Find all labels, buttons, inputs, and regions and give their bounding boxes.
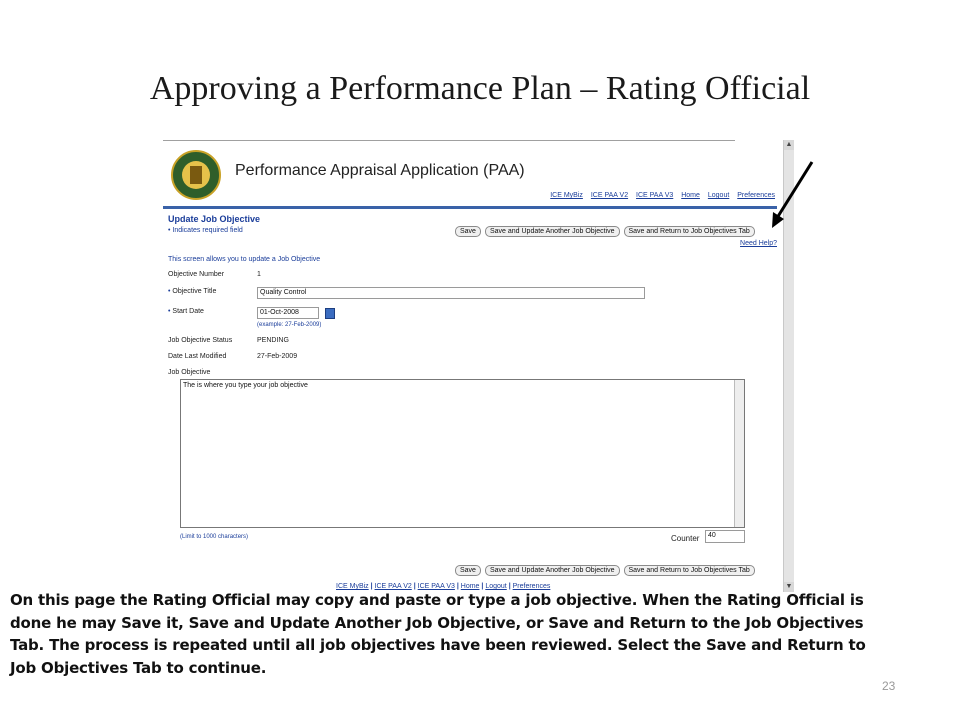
link-home[interactable]: Home	[681, 192, 700, 199]
date-example: (example: 27-Feb-2009)	[257, 322, 322, 328]
link-ice-mybiz-bottom[interactable]: ICE MyBiz	[336, 583, 369, 590]
need-help-link[interactable]: Need Help?	[740, 240, 777, 247]
status-label: Job Objective Status	[168, 337, 233, 344]
save-return-button[interactable]: Save and Return to Job Objectives Tab	[624, 226, 755, 237]
last-modified-label: Date Last Modified	[168, 353, 227, 360]
required-marker: •	[168, 288, 171, 295]
section-title: Update Job Objective	[168, 214, 261, 224]
page-number: 23	[882, 679, 896, 693]
link-ice-paa-v3[interactable]: ICE PAA V3	[636, 192, 674, 199]
job-objective-text: The is where you type your job objective	[183, 382, 308, 389]
link-logout[interactable]: Logout	[707, 192, 730, 199]
slide-caption: On this page the Rating Official may copy and paste or type a job objective. When the Rating Official is done he may Save it, Save and Update Another Job Objective, or Save and Return to the Job Objectives Tab. The process is repeated until all job objectives have been reviewed. Select the Save and Return to Job Objectives Tab to continue.	[10, 591, 866, 677]
required-note: • Indicates required field	[168, 227, 243, 234]
save-button[interactable]: Save	[455, 226, 481, 237]
link-ice-paa-v3-bottom[interactable]: ICE PAA V3	[417, 583, 455, 590]
save-button-bottom[interactable]: Save	[455, 565, 481, 576]
link-logout-bottom[interactable]: Logout	[485, 583, 507, 590]
link-preferences-bottom[interactable]: Preferences	[512, 583, 551, 590]
link-ice-mybiz[interactable]: ICE MyBiz	[550, 192, 583, 199]
bottom-nav-links: ICE MyBiz | ICE PAA V2 | ICE PAA V3 | Home | Logout | Preferences	[336, 583, 551, 590]
objective-title-input[interactable]: Quality Control	[257, 287, 645, 299]
save-update-another-button[interactable]: Save and Update Another Job Objective	[485, 226, 620, 237]
counter-label: Counter	[671, 534, 700, 543]
last-modified-value: 27-Feb-2009	[257, 353, 298, 360]
start-date-input[interactable]: 01-Oct-2008	[257, 307, 319, 319]
app-title: Performance Appraisal Application (PAA)	[235, 162, 525, 179]
link-home-bottom[interactable]: Home	[460, 583, 480, 590]
job-objective-label: Job Objective	[168, 369, 211, 376]
limit-note: (Limit to 1000 characters)	[180, 534, 249, 540]
slide-title: Approving a Performance Plan – Rating Official	[149, 70, 811, 107]
save-return-button-bottom[interactable]: Save and Return to Job Objectives Tab	[624, 565, 755, 576]
link-ice-paa-v2[interactable]: ICE PAA V2	[590, 192, 629, 199]
counter-field: 40	[705, 530, 745, 543]
link-preferences[interactable]: Preferences	[737, 192, 775, 199]
objective-number-label: Objective Number	[168, 271, 225, 278]
required-marker: •	[168, 308, 171, 315]
start-date-label: • Start Date	[168, 308, 204, 315]
status-value: PENDING	[257, 337, 289, 344]
scroll-up-icon[interactable]: ▲	[785, 141, 793, 148]
save-update-another-button-bottom[interactable]: Save and Update Another Job Objective	[485, 565, 620, 576]
objective-number-value: 1	[257, 271, 261, 278]
scroll-down-icon[interactable]: ▼	[785, 583, 793, 590]
intro-text: This screen allows you to update a Job Objective	[168, 256, 321, 263]
link-ice-paa-v2-bottom[interactable]: ICE PAA V2	[374, 583, 412, 590]
objective-title-label: • Objective Title	[168, 288, 217, 295]
